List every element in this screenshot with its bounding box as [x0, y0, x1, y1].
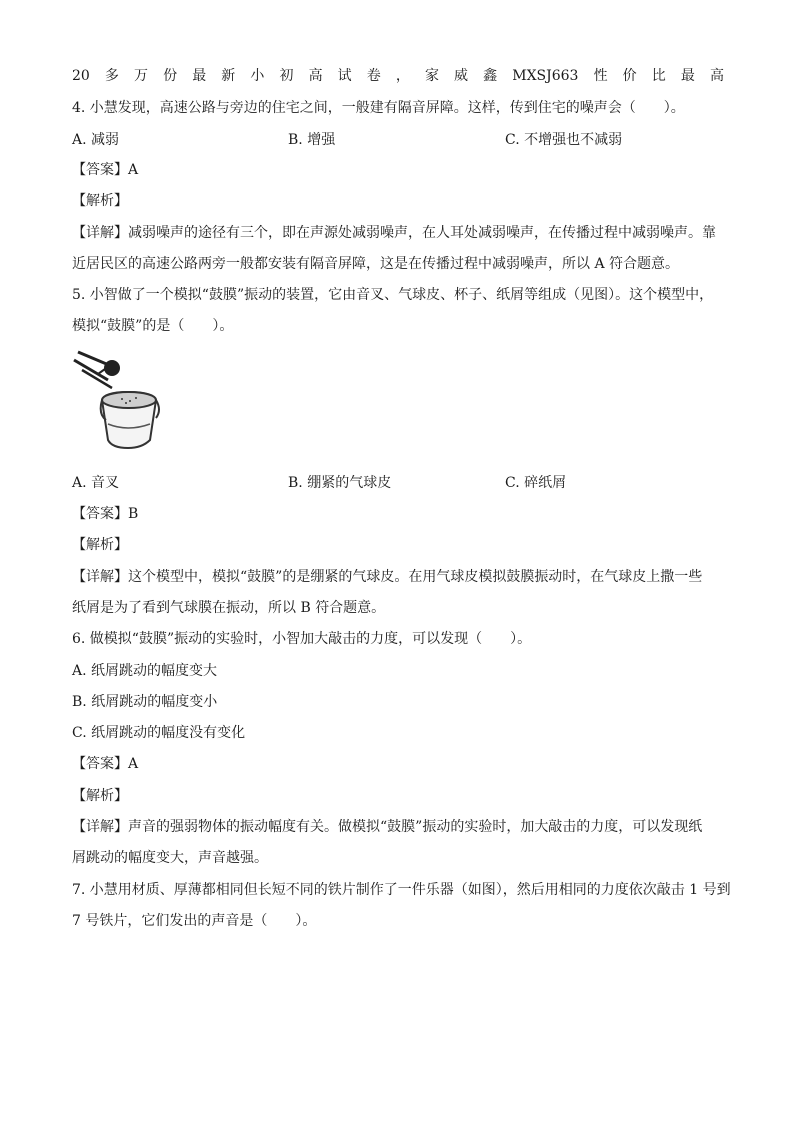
header-part: 最 — [680, 68, 695, 84]
header-part: 卷 — [366, 68, 381, 84]
header-part: 鑫 — [483, 68, 498, 84]
header-part: 试 — [337, 68, 352, 84]
header-part: 家 — [424, 68, 439, 84]
question-5-stem-cont: 模拟“鼓膜”的是（ ）。 — [72, 318, 234, 334]
question-7-stem: 7. 小慧用材质、厚薄都相同但长短不同的铁片制作了一件乐器（如图），然后用相同的力度依次敲击 1 号到 — [72, 882, 731, 898]
question-5-stem: 5. 小智做了一个模拟“鼓膜”振动的装置，它由音叉、气球皮、杯子、纸屑等组成（见图）。这个模型中， — [72, 287, 714, 303]
question-4-analysis-label: 【解析】 — [72, 193, 128, 209]
question-6-analysis-label: 【解析】 — [72, 788, 128, 804]
question-5-option-b: B. 绷紧的气球皮 — [288, 475, 392, 491]
question-6-option-a: A. 纸屑跳动的幅度变大 — [72, 663, 218, 679]
question-6-option-b: B. 纸屑跳动的幅度变小 — [72, 694, 218, 710]
drum-model-figure — [72, 348, 172, 458]
question-4-option-c: C. 不增强也不减弱 — [505, 132, 623, 148]
question-4-stem: 4. 小慧发现，高速公路与旁边的住宅之间，一般建有隔音屏障。这样，传到住宅的噪声会（ ）。 — [72, 100, 685, 116]
header-part: 威 — [454, 68, 469, 84]
header-part: 万 — [134, 68, 149, 84]
question-7-stem-cont: 7 号铁片，它们发出的声音是（ ）。 — [72, 913, 317, 929]
question-4-option-a: A. 减弱 — [72, 132, 120, 148]
header-part: 小 — [250, 68, 265, 84]
header-part: 多 — [104, 68, 119, 84]
question-5-option-c: C. 碎纸屑 — [505, 475, 567, 491]
header-part: 高 — [308, 68, 323, 84]
header-part: 高 — [709, 68, 724, 84]
header-part: 份 — [163, 68, 178, 84]
question-5-answer: 【答案】B — [72, 506, 139, 522]
header-part: 比 — [651, 68, 666, 84]
question-4-detail-cont: 近居民区的高速公路两旁一般都安装有隔音屏障，这是在传播过程中减弱噪声，所以 A 符合题意。 — [72, 256, 680, 272]
question-4-answer: 【答案】A — [72, 162, 139, 178]
header-part: 新 — [221, 68, 236, 84]
header-part: 20 — [72, 68, 90, 84]
question-5-option-a: A. 音叉 — [72, 475, 120, 491]
header-part: 初 — [279, 68, 294, 84]
question-6-detail: 【详解】声音的强弱物体的振动幅度有关。做模拟“鼓膜”振动的实验时，加大敲击的力度，可以发现纸 — [72, 819, 703, 835]
question-6-detail-cont: 屑跳动的幅度变大，声音越强。 — [72, 850, 268, 866]
page-header — [72, 66, 724, 86]
question-5-detail-cont: 纸屑是为了看到气球膜在振动，所以 B 符合题意。 — [72, 600, 386, 616]
question-6-option-c: C. 纸屑跳动的幅度没有变化 — [72, 725, 246, 741]
header-part: 最 — [192, 68, 207, 84]
question-4-option-b: B. 增强 — [288, 132, 336, 148]
question-6-stem: 6. 做模拟“鼓膜”振动的实验时，小智加大敲击的力度，可以发现（ ）。 — [72, 631, 532, 647]
header-part: 价 — [622, 68, 637, 84]
header-part: MXSJ663 — [512, 68, 579, 84]
header-part: 性 — [593, 68, 608, 84]
question-6-answer: 【答案】A — [72, 756, 139, 772]
question-4-detail: 【详解】减弱噪声的途径有三个，即在声源处减弱噪声，在人耳处减弱噪声，在传播过程中减弱噪声。靠 — [72, 225, 716, 241]
question-5-detail: 【详解】这个模型中，模拟“鼓膜”的是绷紧的气球皮。在用气球皮模拟鼓膜振动时，在气球皮上撒一些 — [72, 569, 703, 585]
header-part: ， — [395, 68, 410, 84]
question-5-analysis-label: 【解析】 — [72, 537, 128, 553]
